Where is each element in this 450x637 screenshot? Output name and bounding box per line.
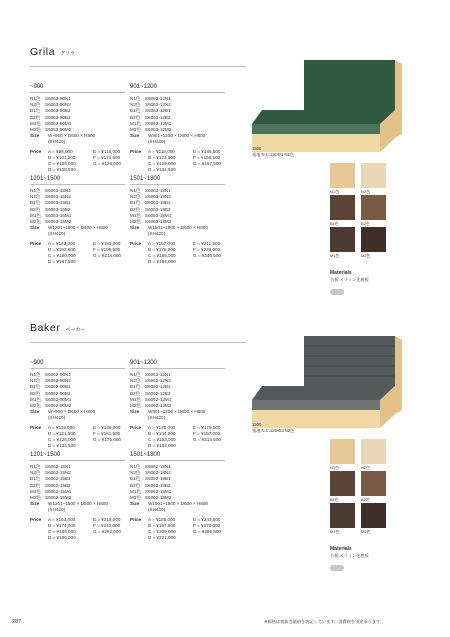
product-code: S6063-18M2 <box>145 219 172 225</box>
price-value: C = ¥128,000 <box>48 437 76 443</box>
materials-title: Materials <box>330 546 352 552</box>
price-value: E = ¥179,500 <box>193 424 221 430</box>
photo-caption-size: 1500 <box>252 422 262 427</box>
price-row <box>30 259 130 265</box>
product-title <box>30 322 85 334</box>
section-heading <box>130 176 230 185</box>
color-key: M2色 <box>130 403 141 409</box>
price-value: D = ¥167,500 <box>48 259 76 265</box>
size-label: Size <box>30 133 40 139</box>
back-cushion <box>304 60 395 110</box>
product-code: S6063-90B1 <box>45 108 71 114</box>
price-value: G = ¥167,500 <box>193 161 221 167</box>
product-code: S6063-90N2 <box>45 102 71 108</box>
size-seat-height: (SH420) <box>148 139 166 145</box>
price-value: D = ¥221,000 <box>148 535 176 541</box>
product-code: S6063-90N1 <box>45 96 71 101</box>
price-label: Price <box>130 516 142 522</box>
material-icon <box>330 289 344 295</box>
product-code: S6063-15M2 <box>45 219 72 225</box>
price-label: Price <box>30 148 42 154</box>
swatch-label: N1色 <box>330 465 340 470</box>
swatch-label: M1色 <box>330 529 340 534</box>
price-row <box>30 167 130 173</box>
footer-note: ※価格は税抜き価格を表記しています。消費税を別途承ります。 <box>264 619 385 624</box>
color-key: B1色 <box>30 384 41 390</box>
color-swatch <box>361 503 386 528</box>
price-value: A = ¥115,000 <box>48 424 75 430</box>
price-value: C = ¥153,000 <box>148 437 176 443</box>
product-code: S6063-90M2 <box>45 127 72 133</box>
back-side-panel <box>395 60 402 138</box>
swatch-label: N2色 <box>361 189 371 194</box>
price-value: F = ¥121,500 <box>93 154 121 160</box>
price-value: G = ¥214,500 <box>193 437 221 443</box>
color-key: B2色 <box>130 114 141 120</box>
photo-caption <box>252 146 294 157</box>
size-value: W901~1200 × D600 × H800 <box>148 133 206 139</box>
price-value: F = ¥156,500 <box>193 154 221 160</box>
size-value: W1201~1500 × D600 × H800 <box>48 225 108 231</box>
product-code: S6062-90N2 <box>45 378 71 384</box>
color-key: B2色 <box>30 114 41 120</box>
size-value: W901~1200 × D600 × H800 <box>148 409 206 415</box>
product-code: S6062-15B1 <box>45 476 71 482</box>
price-value: E = ¥218,000 <box>93 516 121 522</box>
section-heading <box>30 360 130 369</box>
seat-front <box>252 400 380 410</box>
color-key: N1色 <box>30 96 41 101</box>
sofa-photo <box>252 58 432 153</box>
product-name-kana: グリラ <box>60 51 76 57</box>
spec-section <box>30 360 130 449</box>
materials-title: Materials <box>330 270 352 276</box>
photo-caption-fabric: 張地 N.C.126-D3 N2色 <box>252 427 295 433</box>
photo-caption-fabric: 張地 N.C.116-D1 N1色 <box>252 151 295 157</box>
section-heading-text: ~900 <box>30 360 44 366</box>
swatch-label: M1色 <box>330 253 340 258</box>
color-key: N1色 <box>30 188 41 193</box>
size-seat-height: (SH420) <box>48 415 66 421</box>
price-value: C = ¥105,000 <box>48 161 76 167</box>
product-code: S6063-12B1 <box>145 108 171 114</box>
price-value: E = ¥183,000 <box>93 240 121 246</box>
section-heading-text: 1501~1800 <box>130 176 161 182</box>
size-label: Size <box>130 409 140 415</box>
price-value: G = ¥246,500 <box>193 253 221 259</box>
price-value: G = ¥262,000 <box>93 529 121 535</box>
color-key: B1色 <box>130 476 141 482</box>
price-row <box>130 535 230 541</box>
price-value: B = ¥121,500 <box>48 430 76 436</box>
price-value: D = ¥134,500 <box>148 167 176 173</box>
size-seat-height: (SH420) <box>148 231 166 237</box>
price-value: B = ¥144,000 <box>148 430 176 436</box>
title-rule <box>30 342 246 343</box>
product-code: S6063-15N1 <box>45 188 71 193</box>
section-heading <box>30 176 130 185</box>
product-code: S6062-90N1 <box>45 372 71 377</box>
color-key: B1色 <box>130 384 141 390</box>
section-heading-rule <box>30 460 125 461</box>
price-value: C = ¥129,000 <box>148 161 176 167</box>
size-seat-height: (SH420) <box>148 415 166 421</box>
sofa-photo <box>252 334 432 429</box>
product-name: Grila <box>30 46 56 58</box>
swatch-label: M2色 <box>361 529 371 534</box>
product-code: S6062-12N2 <box>145 378 171 384</box>
product-code: S6062-18B1 <box>145 476 171 482</box>
color-key: M2色 <box>130 219 141 225</box>
section-heading-rule <box>130 368 225 369</box>
section-heading <box>30 84 130 93</box>
spec-section <box>130 176 230 265</box>
code-list <box>30 188 130 225</box>
color-key: B2色 <box>130 390 141 396</box>
product-code: S6062-12B1 <box>145 384 171 390</box>
color-key: B2色 <box>30 482 41 488</box>
color-swatch <box>330 439 355 464</box>
product-code: S6062-15N2 <box>45 470 71 476</box>
back-side-panel <box>395 336 402 414</box>
size-label: Size <box>130 133 140 139</box>
color-key: M1色 <box>30 488 41 494</box>
materials-text: 合板:メラミン化粧板 <box>330 277 369 282</box>
price-value: D = ¥196,000 <box>48 535 76 541</box>
price-value: E = ¥145,500 <box>193 148 221 154</box>
color-key: M2色 <box>130 127 141 133</box>
color-swatch <box>330 227 355 252</box>
color-key: M2色 <box>30 219 41 225</box>
price-value: A = ¥167,000 <box>148 240 176 246</box>
product-code: S6063-12M2 <box>145 127 172 133</box>
price-value: A = ¥135,000 <box>148 424 176 430</box>
product-code: S6062-90B2 <box>45 390 71 396</box>
color-key: N2色 <box>130 470 141 476</box>
color-swatch <box>330 503 355 528</box>
section-heading-rule <box>30 92 125 93</box>
product-code: S6063-15M1 <box>45 212 72 218</box>
product-code: S6062-90M1 <box>45 396 72 402</box>
section-heading-rule <box>30 368 125 369</box>
product-code: S6063-18B1 <box>145 200 171 206</box>
size-value: W1501~1800 × D600 × H800 <box>148 501 208 507</box>
product-title <box>30 46 75 58</box>
price-row <box>130 167 230 173</box>
color-swatch <box>361 227 386 252</box>
color-key: N1色 <box>130 372 141 377</box>
size-seat-height: (SH420) <box>48 507 66 513</box>
color-swatch <box>361 163 386 188</box>
product-code: S6063-15N2 <box>45 194 71 200</box>
size-label: Size <box>30 409 40 415</box>
size-seat-height: (SH420) <box>48 139 66 145</box>
price-value: A = ¥118,000 <box>148 148 175 154</box>
product-code: S6062-18N1 <box>145 464 171 469</box>
color-key: M1色 <box>130 212 141 218</box>
code-list <box>130 372 230 409</box>
price-value: F = ¥270,000 <box>193 522 221 528</box>
material-icon <box>330 565 344 571</box>
price-value: B = ¥101,500 <box>48 154 76 160</box>
section-heading-rule <box>130 460 225 461</box>
price-label: Price <box>30 240 42 246</box>
color-key: M2色 <box>30 127 41 133</box>
color-swatch <box>330 163 355 188</box>
product-code: S6063-12B2 <box>145 114 171 120</box>
product-code: S6062-90M2 <box>45 403 72 409</box>
section-heading <box>30 452 130 461</box>
section-heading <box>130 360 230 369</box>
product-code: S6062-12B2 <box>145 390 171 396</box>
color-key: N2色 <box>130 194 141 200</box>
price-value: D = ¥108,500 <box>48 167 76 173</box>
price-value: F = ¥240,000 <box>93 522 121 528</box>
section-heading <box>130 84 230 93</box>
swatch-label: B1色 <box>330 497 339 502</box>
product-code: S6062-18M1 <box>145 488 172 494</box>
color-key: M2色 <box>130 495 141 501</box>
color-key: B2色 <box>30 390 41 396</box>
color-key: M2色 <box>30 495 41 501</box>
color-key: M2色 <box>30 403 41 409</box>
price-row <box>130 443 230 449</box>
color-key: B2色 <box>130 206 141 212</box>
swatch-label: M2色 <box>361 253 371 258</box>
photo-caption <box>252 422 294 433</box>
color-key: N2色 <box>30 378 41 384</box>
color-key: B2色 <box>30 206 41 212</box>
code-list <box>30 464 130 501</box>
price-value: C = ¥185,000 <box>48 529 76 535</box>
price-value: D = ¥134,500 <box>48 443 76 449</box>
price-value: C = ¥185,000 <box>148 253 176 259</box>
seat-cushion <box>252 386 395 400</box>
price-row <box>130 259 230 265</box>
product-name: Baker <box>30 322 61 334</box>
color-key: B1色 <box>30 108 41 114</box>
size-value: W1501~1800 × D600 × H800 <box>148 225 208 231</box>
section-heading-text: 901~1200 <box>130 360 157 366</box>
price-value: E = ¥243,500 <box>193 516 221 522</box>
price-value: B = ¥123,500 <box>148 154 176 160</box>
product-code: S6062-18B2 <box>145 482 171 488</box>
spec-section <box>30 176 130 265</box>
color-key: N1色 <box>130 188 141 193</box>
color-key: N2色 <box>30 470 41 476</box>
size-seat-height: (SH420) <box>48 231 66 237</box>
product-code: S6062-15M2 <box>45 495 72 501</box>
price-value: G = ¥175,000 <box>93 437 121 443</box>
color-key: N1色 <box>30 372 41 377</box>
color-key: B1色 <box>130 108 141 114</box>
section-heading-rule <box>130 184 225 185</box>
price-value: E = ¥148,000 <box>93 424 121 430</box>
price-value: C = ¥160,000 <box>48 253 76 259</box>
color-key: N2色 <box>130 102 141 108</box>
price-value: F = ¥161,500 <box>93 430 121 436</box>
product-code: S6063-18M1 <box>145 212 172 218</box>
price-row <box>30 535 130 541</box>
product-code: S6062-15N1 <box>45 464 71 469</box>
page-number: 287 <box>12 619 22 625</box>
spec-section <box>130 452 230 541</box>
product-code: S6062-18N2 <box>145 470 171 476</box>
size-value: W1201~1500 × D600 × H800 <box>48 501 108 507</box>
color-key: M1色 <box>30 120 41 126</box>
size-label: Size <box>130 225 140 231</box>
photo-caption-size: 1500 <box>252 146 262 151</box>
section-heading-rule <box>30 184 125 185</box>
product-code: S6062-18M2 <box>145 495 172 501</box>
price-value: E = ¥211,500 <box>193 240 221 246</box>
product-code: S6063-15B1 <box>45 200 71 206</box>
seat-cushion <box>252 110 395 124</box>
price-value: G = ¥128,000 <box>93 161 121 167</box>
size-label: Size <box>130 501 140 507</box>
size-label: Size <box>30 225 40 231</box>
color-key: B1色 <box>30 200 41 206</box>
product-code: S6062-90B1 <box>45 384 71 390</box>
product-code: S6062-15M1 <box>45 488 72 494</box>
color-swatch <box>361 195 386 220</box>
price-value: E = ¥115,000 <box>93 148 121 154</box>
product-code: S6063-18N1 <box>145 188 171 193</box>
price-value: F = ¥229,000 <box>193 246 221 252</box>
product-code: S6063-12N1 <box>145 96 171 101</box>
spec-section <box>130 84 230 173</box>
color-key: N2色 <box>130 378 141 384</box>
price-value: A = ¥185,000 <box>148 516 176 522</box>
product-code: S6063-90B2 <box>45 114 71 120</box>
price-value: B = ¥197,000 <box>148 522 176 528</box>
spec-section <box>30 452 130 541</box>
swatch-label: N2色 <box>361 465 371 470</box>
color-key: B1色 <box>130 200 141 206</box>
price-value: B = ¥176,000 <box>148 246 176 252</box>
size-seat-height: (SH420) <box>148 507 166 513</box>
seat-front <box>252 124 380 134</box>
section-heading-text: ~900 <box>30 84 44 90</box>
price-label: Price <box>130 240 142 246</box>
color-key: N1色 <box>130 464 141 469</box>
swatch-label: B2色 <box>361 497 370 502</box>
section-heading <box>130 452 230 461</box>
price-label: Price <box>30 516 42 522</box>
color-swatch <box>361 471 386 496</box>
product-code: S6062-12M1 <box>145 396 172 402</box>
size-value: W~900 × D600 × H800 <box>48 409 96 415</box>
price-value: F = ¥197,000 <box>193 430 221 436</box>
product-code: S6062-12M2 <box>145 403 172 409</box>
product-code: S6062-15B2 <box>45 482 71 488</box>
section-heading-text: 1201~1500 <box>30 452 61 458</box>
color-key: M1色 <box>130 396 141 402</box>
price-label: Price <box>30 424 42 430</box>
price-value: D = ¥194,000 <box>148 259 176 265</box>
price-value: A = ¥98,000 <box>48 148 73 154</box>
color-key: B1色 <box>30 476 41 482</box>
price-row <box>30 443 130 449</box>
color-key: M1色 <box>130 488 141 494</box>
price-value: B = ¥152,500 <box>48 246 76 252</box>
color-key: M1色 <box>30 396 41 402</box>
section-heading-text: 901~1200 <box>130 84 157 90</box>
color-key: M1色 <box>130 120 141 126</box>
color-key: M1色 <box>30 212 41 218</box>
spec-section <box>30 84 130 173</box>
code-list <box>130 96 230 133</box>
code-list <box>30 96 130 133</box>
product-code: S6062-12N1 <box>145 372 171 377</box>
color-swatch <box>330 471 355 496</box>
color-key: N2色 <box>30 102 41 108</box>
price-value: B = ¥174,000 <box>48 522 76 528</box>
code-list <box>130 464 230 501</box>
color-key: N1色 <box>30 464 41 469</box>
code-list <box>130 188 230 225</box>
color-swatch <box>361 439 386 464</box>
product-code: S6063-12M1 <box>145 120 172 126</box>
size-value: W~900 × D600 × H800 <box>48 133 96 139</box>
color-key: N2色 <box>30 194 41 200</box>
title-rule <box>30 66 246 67</box>
price-value: A = ¥163,000 <box>48 516 76 522</box>
section-heading-text: 1201~1500 <box>30 176 61 182</box>
price-value: G = ¥214,000 <box>93 253 121 259</box>
price-label: Price <box>130 424 142 430</box>
swatch-label: B2色 <box>361 221 370 226</box>
color-key: B2色 <box>130 482 141 488</box>
spec-section <box>130 360 230 449</box>
price-label: Price <box>130 148 142 154</box>
price-value: F = ¥198,500 <box>93 246 121 252</box>
swatch-label: B1色 <box>330 221 339 226</box>
section-heading-text: 1501~1800 <box>130 452 161 458</box>
product-code: S6063-12N2 <box>145 102 171 108</box>
color-swatch <box>330 195 355 220</box>
product-code: S6063-18N2 <box>145 194 171 200</box>
section-heading-rule <box>130 92 225 93</box>
price-value: C = ¥209,000 <box>148 529 176 535</box>
price-value: G = ¥296,500 <box>193 529 221 535</box>
materials-text: 合板:メラミン化粧板 <box>330 553 369 558</box>
price-value: D = ¥162,000 <box>148 443 176 449</box>
product-code: S6063-15B2 <box>45 206 71 212</box>
product-code: S6063-18B2 <box>145 206 171 212</box>
price-value: A = ¥143,000 <box>48 240 76 246</box>
back-cushion <box>304 336 395 386</box>
code-list <box>30 372 130 409</box>
swatch-label: N1色 <box>330 189 340 194</box>
size-label: Size <box>30 501 40 507</box>
product-name-kana: ベーカー <box>65 327 86 333</box>
product-code: S6063-90M1 <box>45 120 72 126</box>
color-key: N1色 <box>130 96 141 101</box>
